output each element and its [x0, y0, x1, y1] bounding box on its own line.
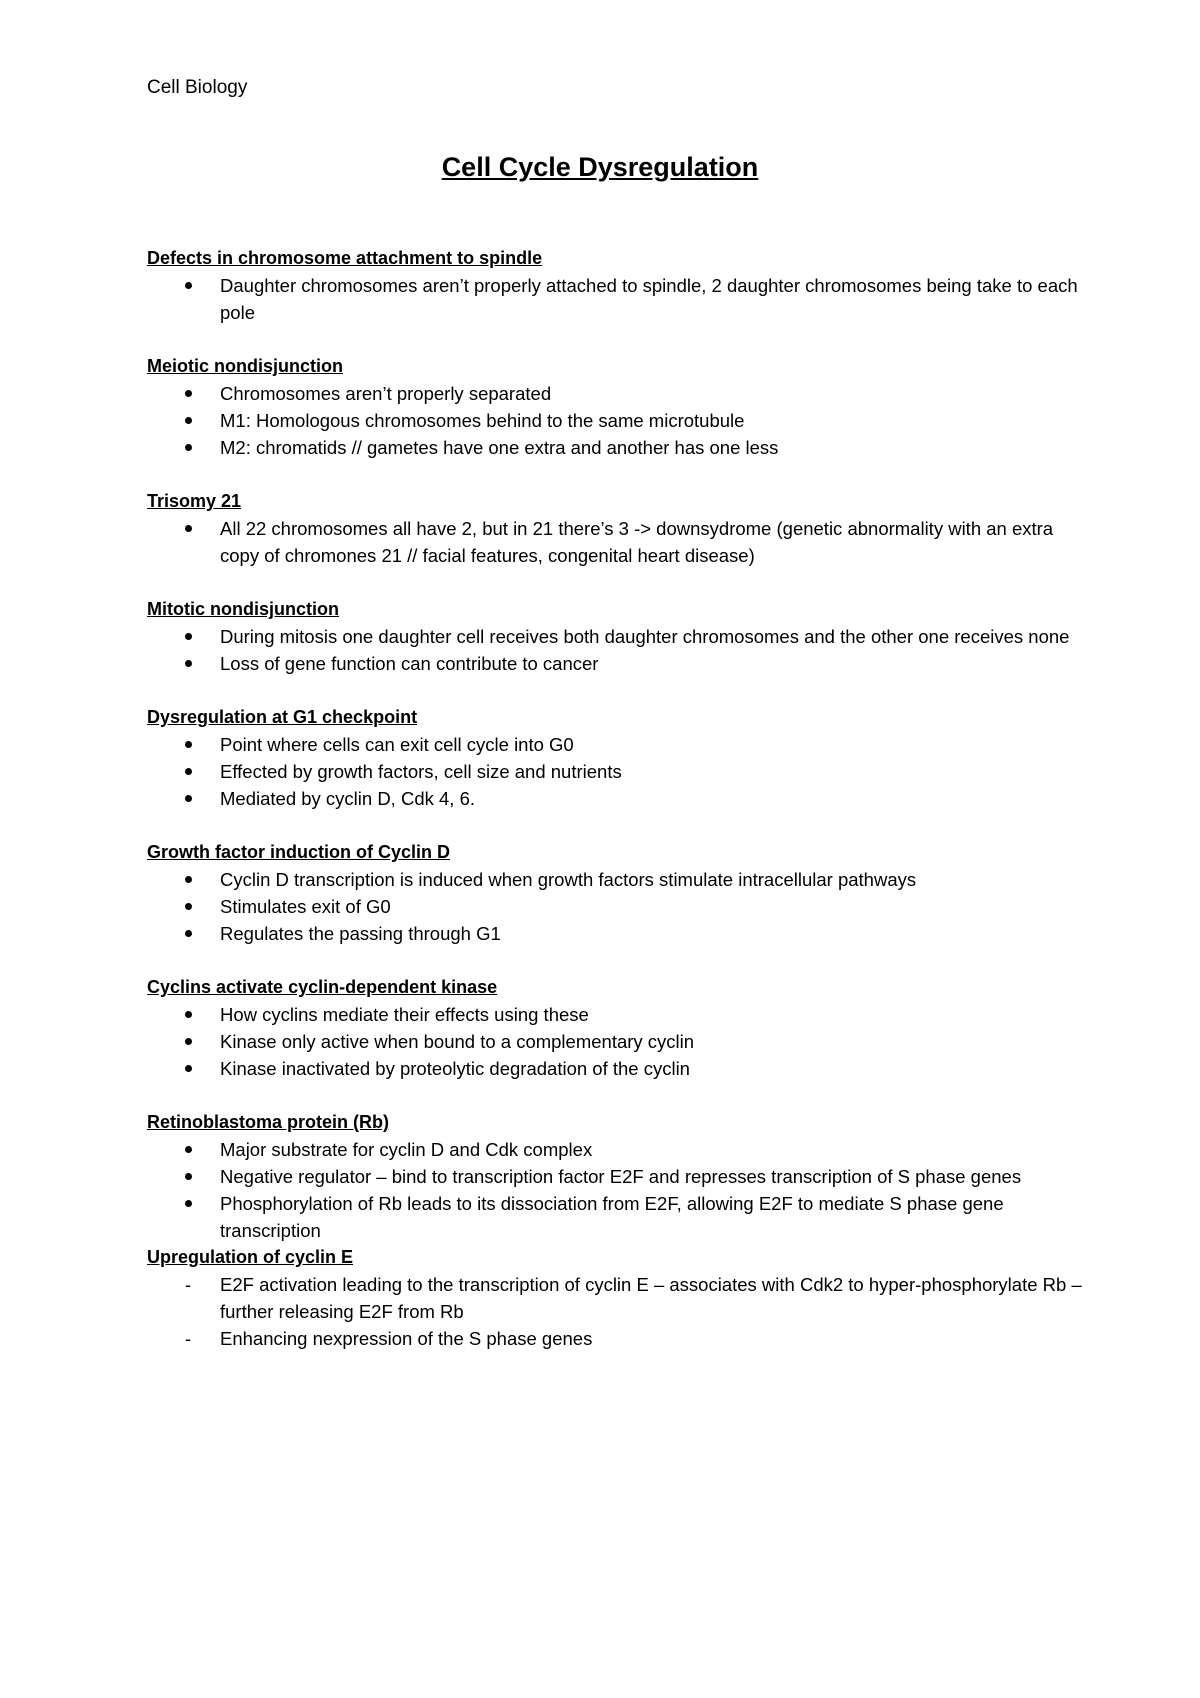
page-header: Cell Biology [147, 77, 248, 98]
bullet-marker [185, 515, 205, 542]
note-section [147, 488, 1082, 569]
section-heading: Meiotic nondisjunction [147, 356, 343, 376]
list-item [147, 785, 1082, 812]
list-item [147, 1325, 1082, 1352]
list-item-text: Cyclin D transcription is induced when growth factors stimulate intracellular pathways [220, 869, 917, 890]
bullet-dot-icon [185, 1173, 192, 1180]
list-item-text: Stimulates exit of G0 [220, 896, 391, 917]
list-item [147, 380, 1082, 407]
list-item [147, 920, 1082, 947]
section-heading: Cyclins activate cyclin-dependent kinase [147, 977, 498, 997]
list-item [147, 866, 1082, 893]
list-item-text: Negative regulator – bind to transcription factor E2F and represses transcription of S phase genes [220, 1166, 1022, 1187]
bullet-marker [185, 866, 205, 893]
list-item-text: Phosphorylation of Rb leads to its dissociation from E2F, allowing E2F to mediate S phase gene transcription [220, 1193, 1004, 1241]
bullet-dot-icon [185, 768, 192, 775]
section-heading: Upregulation of cyclin E [147, 1247, 354, 1267]
list-item [147, 623, 1082, 650]
list-item-text: Regulates the passing through G1 [220, 923, 501, 944]
bullet-list [147, 272, 1082, 326]
list-item [147, 1190, 1082, 1244]
bullet-marker [185, 650, 205, 677]
section-heading: Dysregulation at G1 checkpoint [147, 707, 418, 727]
note-section [147, 245, 1082, 326]
list-item [147, 434, 1082, 461]
bullet-marker [185, 758, 205, 785]
bullet-list [147, 515, 1082, 569]
list-item [147, 731, 1082, 758]
note-section [147, 974, 1082, 1082]
bullet-dot-icon [185, 633, 192, 640]
notes-body [147, 245, 1082, 1379]
note-section [147, 1244, 1082, 1352]
list-item-text: M1: Homologous chromosomes behind to the same microtubule [220, 410, 745, 431]
bullet-dot-icon [185, 1065, 192, 1072]
section-heading: Growth factor induction of Cyclin D [147, 842, 450, 862]
list-item [147, 515, 1082, 569]
list-item-text: Point where cells can exit cell cycle into G0 [220, 734, 574, 755]
dash-marker: - [185, 1274, 192, 1295]
list-item [147, 1028, 1082, 1055]
bullet-dot-icon [185, 660, 192, 667]
list-item-text: Chromosomes aren’t properly separated [220, 383, 552, 404]
section-heading: Retinoblastoma protein (Rb) [147, 1112, 389, 1132]
bullet-marker [185, 731, 205, 758]
bullet-dot-icon [185, 1011, 192, 1018]
list-item [147, 650, 1082, 677]
bullet-dot-icon [185, 903, 192, 910]
list-item-text: E2F activation leading to the transcription of cyclin E – associates with Cdk2 to hyper-phosphorylate Rb – further releasing E2F from Rb [220, 1274, 1082, 1322]
list-item [147, 893, 1082, 920]
list-item [147, 1001, 1082, 1028]
list-item-text: All 22 chromosomes all have 2, but in 21 there’s 3 -> downsydrome (genetic abnormality with an extra copy of chromones 21 // facial features, congenital heart disease) [220, 518, 1054, 566]
note-section [147, 1109, 1082, 1244]
bullet-dot-icon [185, 390, 192, 397]
section-heading: Mitotic nondisjunction [147, 599, 339, 619]
page-title: Cell Cycle Dysregulation [441, 152, 759, 182]
bullet-dot-icon [185, 1200, 192, 1207]
bullet-marker [185, 1136, 205, 1163]
list-item-text: M2: chromatids // gametes have one extra and another has one less [220, 437, 779, 458]
bullet-dot-icon [185, 444, 192, 451]
bullet-dot-icon [185, 930, 192, 937]
list-item-text: Loss of gene function can contribute to cancer [220, 653, 599, 674]
list-item [147, 1271, 1082, 1325]
bullet-marker [185, 893, 205, 920]
bullet-marker [185, 380, 205, 407]
dash-marker: - [185, 1328, 192, 1349]
list-item-text: How cyclins mediate their effects using these [220, 1004, 589, 1025]
list-item-text: Mediated by cyclin D, Cdk 4, 6. [220, 788, 475, 809]
note-section [147, 704, 1082, 812]
bullet-marker [185, 1055, 205, 1082]
bullet-list [147, 623, 1082, 677]
bullet-dot-icon [185, 417, 192, 424]
bullet-marker [185, 920, 205, 947]
bullet-list [147, 866, 1082, 947]
list-item-text: During mitosis one daughter cell receives both daughter chromosomes and the other one receives none [220, 626, 1070, 647]
note-section [147, 353, 1082, 461]
list-item-text: Kinase inactivated by proteolytic degradation of the cyclin [220, 1058, 690, 1079]
bullet-dot-icon [185, 741, 192, 748]
list-item-text: Major substrate for cyclin D and Cdk complex [220, 1139, 593, 1160]
bullet-marker [185, 1001, 205, 1028]
list-item-text: Kinase only active when bound to a complementary cyclin [220, 1031, 695, 1052]
bullet-marker [185, 1163, 205, 1190]
bullet-list [147, 380, 1082, 461]
list-item-text: Enhancing nexpression of the S phase genes [220, 1328, 593, 1349]
bullet-marker [185, 407, 205, 434]
list-item [147, 1136, 1082, 1163]
bullet-list [147, 1271, 1082, 1352]
bullet-dot-icon [185, 876, 192, 883]
section-heading: Trisomy 21 [147, 491, 242, 511]
list-item [147, 1055, 1082, 1082]
bullet-dot-icon [185, 282, 192, 289]
list-item [147, 272, 1082, 326]
bullet-marker [185, 434, 205, 461]
bullet-marker [185, 1028, 205, 1055]
bullet-list [147, 1136, 1082, 1244]
bullet-dot-icon [185, 1146, 192, 1153]
list-item-text: Effected by growth factors, cell size and nutrients [220, 761, 622, 782]
bullet-marker [185, 1190, 205, 1217]
bullet-dot-icon [185, 525, 192, 532]
list-item [147, 407, 1082, 434]
list-item [147, 758, 1082, 785]
bullet-dot-icon [185, 1038, 192, 1045]
section-heading: Defects in chromosome attachment to spindle [147, 248, 543, 268]
bullet-marker [185, 272, 205, 299]
bullet-list [147, 731, 1082, 812]
bullet-dot-icon [185, 795, 192, 802]
bullet-marker [185, 623, 205, 650]
list-item-text: Daughter chromosomes aren’t properly attached to spindle, 2 daughter chromosomes being take to each pole [220, 275, 1078, 323]
note-section [147, 839, 1082, 947]
list-item [147, 1163, 1082, 1190]
bullet-list [147, 1001, 1082, 1082]
bullet-marker [185, 785, 205, 812]
note-section [147, 596, 1082, 677]
